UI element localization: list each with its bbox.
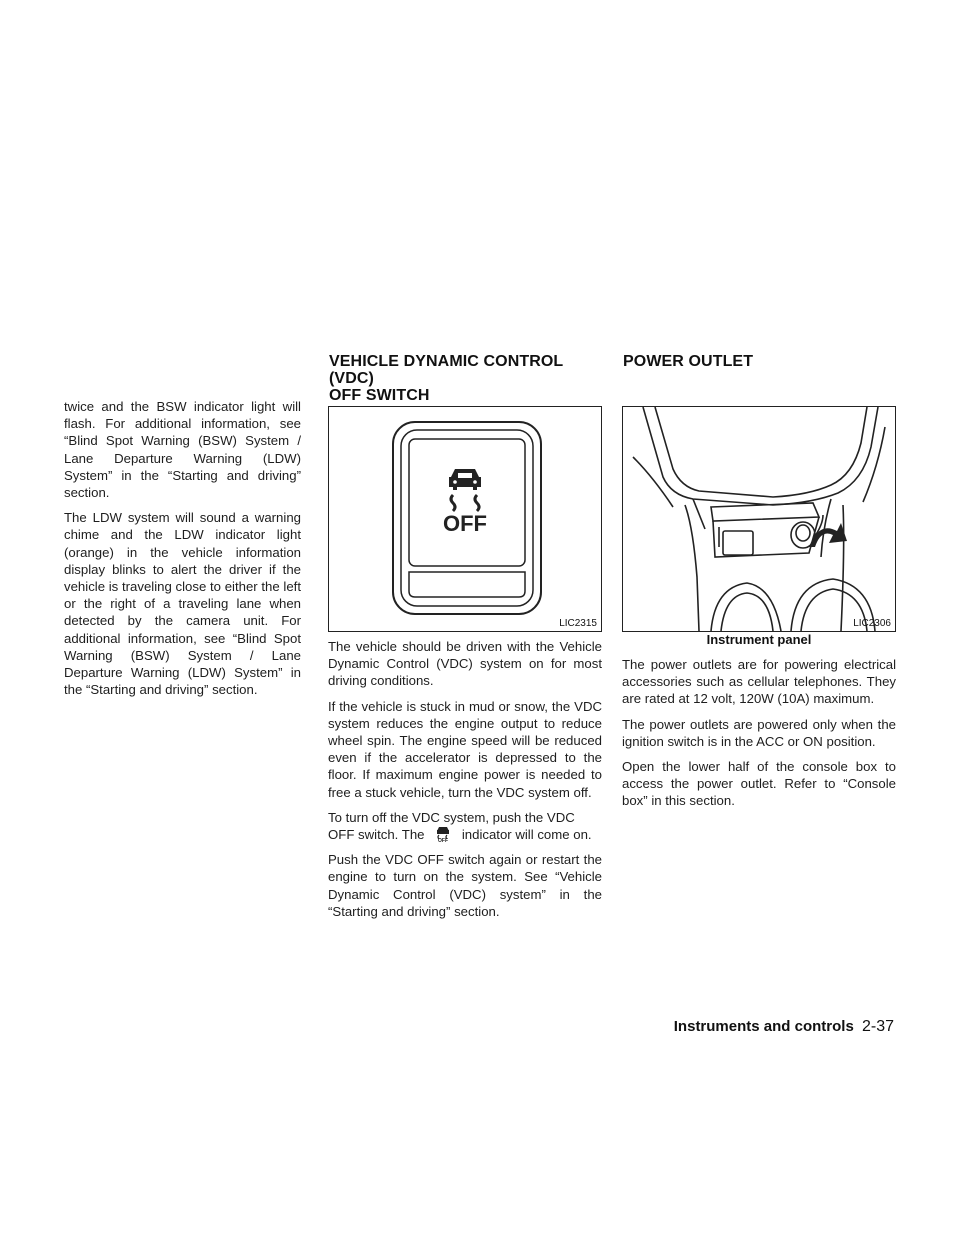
paragraph: If the vehicle is stuck in mud or snow, the VDC system reduces the engine output to reduce wheel spin. The engine speed will be reduced even if the accelerator is depressed to the floor. If maximum engine power is needed to free a stuck vehicle, turn the VDC system off. bbox=[328, 698, 602, 800]
column-right bbox=[622, 656, 896, 818]
section-heading-vdc: VEHICLE DYNAMIC CONTROL (VDC) OFF SWITCH bbox=[329, 353, 564, 404]
section-heading-power-outlet: POWER OUTLET bbox=[623, 353, 754, 370]
vdc-switch-illustration bbox=[329, 407, 601, 631]
paragraph: twice and the BSW indicator light will flash. For additional information, see “Blind Spot Warning (BSW) System / Lane Departure Warning (LDW) System” in the “Starting and driving” section. bbox=[64, 399, 301, 501]
paragraph: Open the lower half of the console box to access the power outlet. Refer to “Console box” in this section. bbox=[622, 759, 896, 809]
vdc-switch-figure bbox=[328, 406, 602, 632]
vdc-off-indicator-icon bbox=[428, 826, 458, 842]
page-number: 2-37 bbox=[861, 1018, 894, 1035]
svg-text:OFF: OFF bbox=[438, 838, 449, 843]
paragraph: The vehicle should be driven with the Vehicle Dynamic Control (VDC) system on for most driving conditions. bbox=[328, 639, 602, 689]
paragraph: Push the VDC OFF switch again or restart the engine to turn on the system. See “Vehicle Dynamic Control (VDC) system” in the “Starting and driving” section. bbox=[328, 852, 602, 919]
paragraph: To turn off the VDC system, push the VDC OFF switch. The OFF indicator will come on. bbox=[328, 809, 592, 843]
figure-code: LIC2315 bbox=[559, 618, 597, 629]
paragraph: The power outlets are for powering electrical accessories such as cellular telephones. They are rated at 12 volt, 120W (10A) maximum. bbox=[622, 657, 896, 707]
column-left bbox=[64, 398, 301, 706]
paragraph: The LDW system will sound a warning chime and the LDW indicator light (orange) in the vehicle information display blinks to alert the driver if the vehicle is traveling close to either the left or the right of a traveling lane when detected by the camera unit. For additional information, see “Blind Spot Warning (BSW) System / Lane Departure Warning (LDW) System” in the “Starting and driving” section. bbox=[64, 510, 301, 698]
switch-off-label: OFF bbox=[443, 511, 487, 536]
figure-caption: Instrument panel bbox=[706, 632, 812, 647]
column-middle bbox=[328, 638, 602, 928]
power-outlet-figure bbox=[622, 406, 896, 632]
chapter-title: Instruments and controls bbox=[673, 1018, 854, 1035]
figure-code: LIC2306 bbox=[853, 618, 891, 629]
console-illustration bbox=[623, 407, 895, 631]
page-footer bbox=[674, 1018, 894, 1036]
paragraph: The power outlets are powered only when the ignition switch is in the ACC or ON position. bbox=[622, 716, 896, 749]
